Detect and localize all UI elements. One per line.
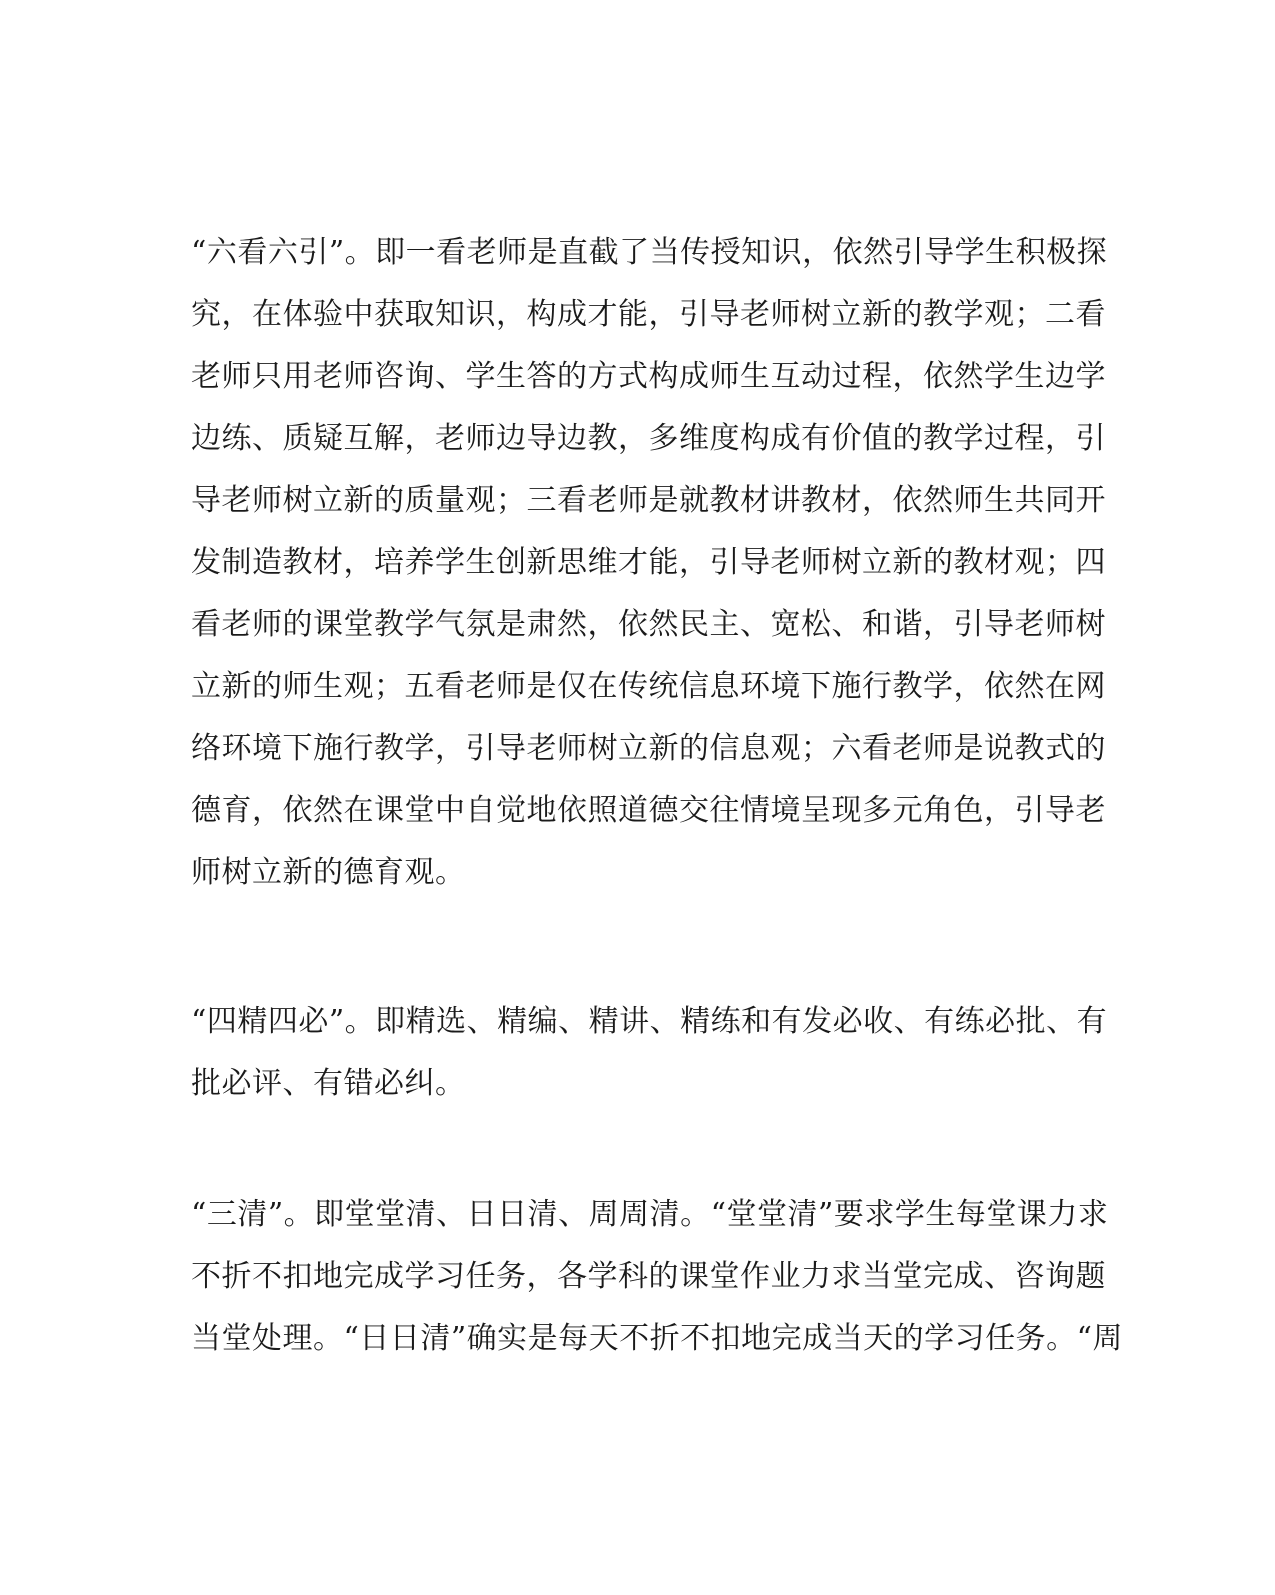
paragraph-four-refinements — [191, 991, 1108, 1115]
text-line: 发制造教材，培养学生创新思维才能，引导老师树立新的教材观；四 — [191, 545, 1106, 580]
text-line: 不折不扣地完成学习任务，各学科的课堂作业力求当堂完成、咨询题 — [191, 1259, 1106, 1294]
text-line: 看老师的课堂教学气氛是肃然，依然民主、宽松、和谐，引导老师树 — [191, 607, 1106, 642]
text-line: 当堂处理。“日日清”确实是每天不折不扣地完成当天的学习任务。“周 — [191, 1321, 1124, 1356]
text-line: 究，在体验中获取知识，构成才能，引导老师树立新的教学观；二看 — [191, 297, 1106, 332]
text-line: 导老师树立新的质量观；三看老师是就教材讲教材，依然师生共同开 — [191, 483, 1106, 518]
text-line: 络环境下施行教学，引导老师树立新的信息观；六看老师是说教式的 — [191, 731, 1106, 766]
text-line: 立新的师生观；五看老师是仅在传统信息环境下施行教学，依然在网 — [191, 669, 1106, 704]
text-line: 边练、质疑互解，老师边导边教，多维度构成有价值的教学过程，引 — [191, 421, 1106, 456]
paragraph-six-looks — [191, 222, 1108, 904]
text-line: 师树立新的德育观。 — [191, 855, 466, 890]
text-line: “四精四必”。即精选、精编、精讲、精练和有发必收、有练必批、有 — [191, 1004, 1108, 1039]
paragraph-three-clears — [191, 1184, 1124, 1370]
text-line: 德育，依然在课堂中自觉地依照道德交往情境呈现多元角色，引导老 — [191, 793, 1106, 828]
text-line: “六看六引”。即一看老师是直截了当传授知识，依然引导学生积极探 — [191, 235, 1108, 270]
text-line: 批必评、有错必纠。 — [191, 1066, 466, 1101]
text-line: 老师只用老师咨询、学生答的方式构成师生互动过程，依然学生边学 — [191, 359, 1106, 394]
text-line: “三清”。即堂堂清、日日清、周周清。“堂堂清”要求学生每堂课力求 — [191, 1197, 1109, 1232]
